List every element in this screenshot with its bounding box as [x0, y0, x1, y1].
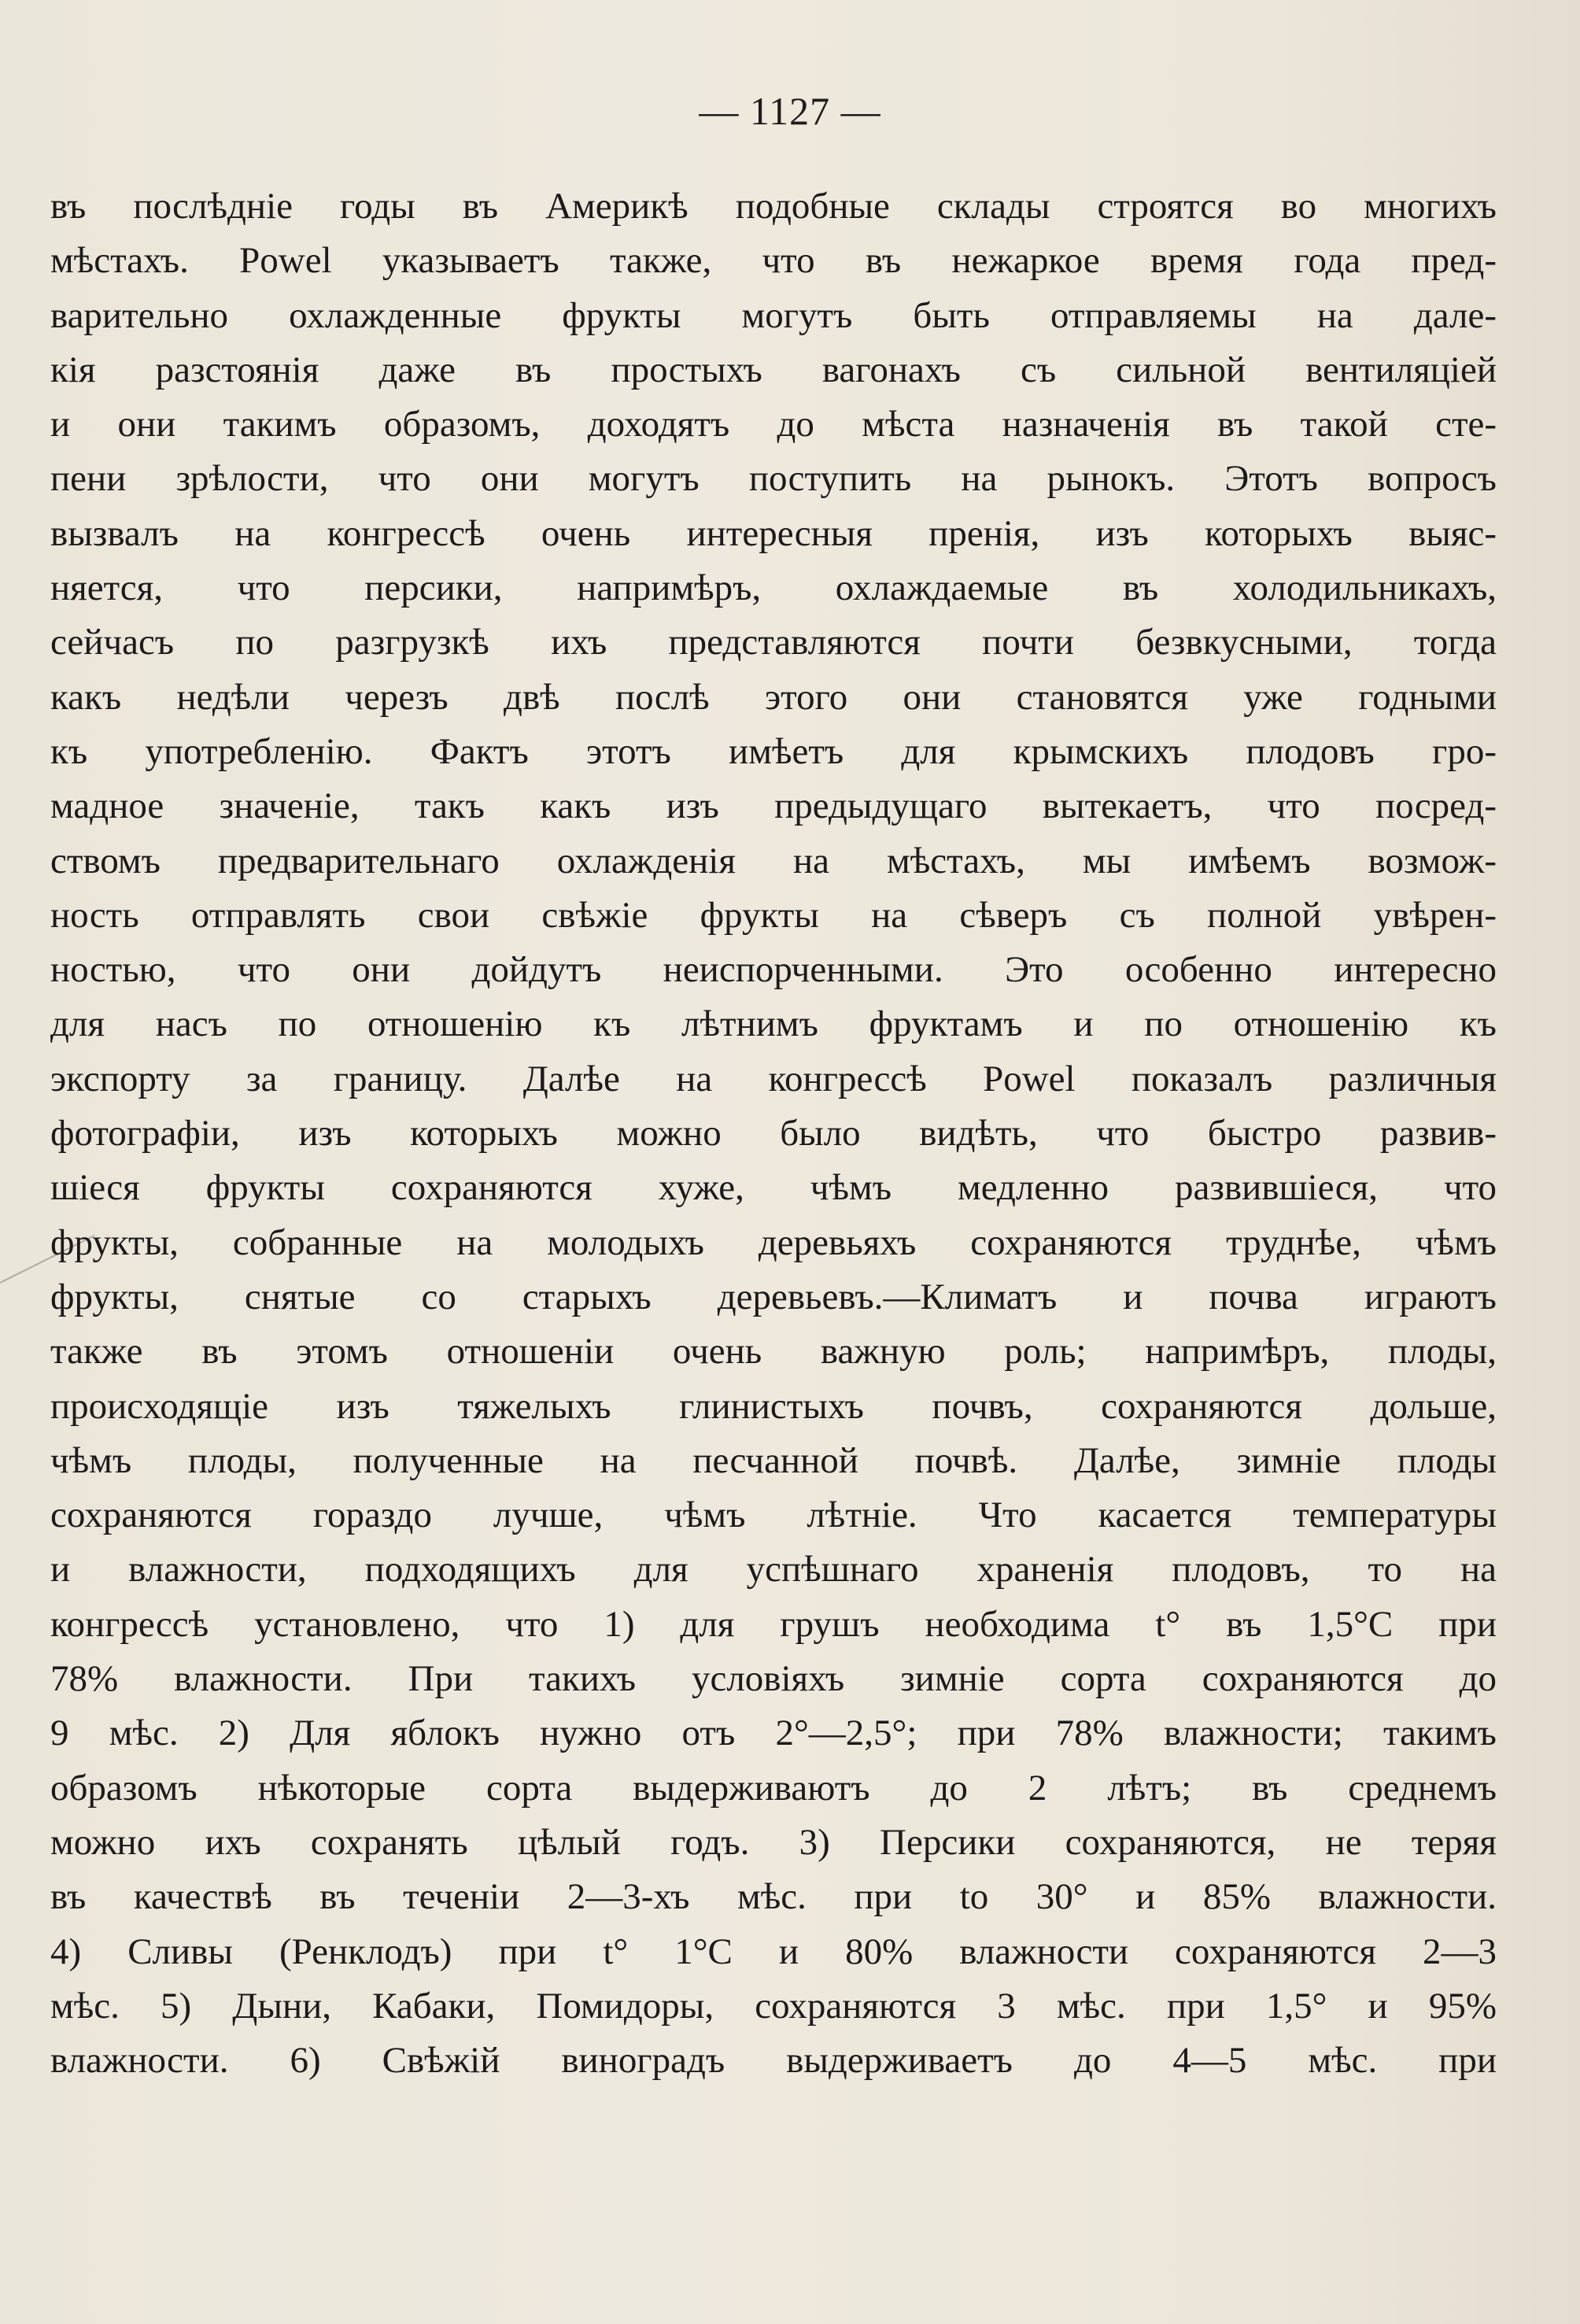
page-number: — 1127 — [699, 89, 881, 133]
text-line: въ качествѣ въ теченіи 2—3-хъ мѣс. при to 30° и 85% влажности. [50, 1876, 1497, 1918]
text-line: происходящіе изъ тяжелыхъ глинистыхъ почвъ, сохраняются дольше, [50, 1385, 1497, 1427]
text-line: конгрессѣ установлено, что 1) для грушъ необходима t° въ 1,5°C при [50, 1603, 1497, 1645]
text-line: въ послѣдніе годы въ Америкѣ подобные склады строятся во многихъ [50, 186, 1497, 227]
text-line: можно ихъ сохранять цѣлый годъ. 3) Персики сохраняются, не теряя [50, 1821, 1497, 1863]
text-line: мѣстахъ. Powel указываетъ также, что въ нежаркое время года пред- [50, 240, 1497, 282]
text-line: и они такимъ образомъ, доходятъ до мѣста назначенія въ такой сте- [50, 404, 1497, 445]
text-line: образомъ нѣкоторые сорта выдерживаютъ до 2 лѣтъ; въ среднемъ [50, 1767, 1497, 1809]
text-line: 78% влажности. При такихъ условіяхъ зимніе сорта сохраняются до [50, 1658, 1497, 1700]
text-line: къ употребленію. Фактъ этотъ имѣетъ для крымскихъ плодовъ гро- [50, 730, 1497, 772]
text-line: какъ недѣли черезъ двѣ послѣ этого они становятся уже годными [50, 676, 1497, 718]
text-line: экспорту за границу. Далѣе на конгрессѣ Powel показалъ различныя [50, 1058, 1497, 1099]
text-line: фрукты, собранные на молодыхъ деревьяхъ сохраняются труднѣе, чѣмъ [50, 1221, 1497, 1263]
text-line: чѣмъ плоды, полученные на песчанной почвѣ. Далѣе, зимніе плоды [50, 1439, 1497, 1481]
text-line: для насъ по отношенію къ лѣтнимъ фруктамъ и по отношенію къ [50, 1003, 1497, 1045]
text-line: 9 мѣс. 2) Для яблокъ нужно отъ 2°—2,5°; при 78% влажности; такимъ [50, 1713, 1497, 1754]
text-line: фотографіи, изъ которыхъ можно было видѣть, что быстро развив- [50, 1113, 1497, 1155]
text-line: кія разстоянія даже въ простыхъ вагонахъ съ сильной вентиляціей [50, 349, 1497, 390]
text-line: сейчасъ по разгрузкѣ ихъ представляются почти безвкусными, тогда [50, 622, 1497, 663]
text-line: шіеся фрукты сохраняются хуже, чѣмъ медленно развившіеся, что [50, 1167, 1497, 1209]
text-line: сохраняются гораздо лучше, чѣмъ лѣтніе. Что касается температуры [50, 1495, 1497, 1536]
text-line: вызвалъ на конгрессѣ очень интересныя пренія, изъ которыхъ выяс- [50, 512, 1497, 554]
text-line: варительно охлажденные фрукты могутъ быть отправляемы на дале- [50, 294, 1497, 336]
text-line: ностью, что они дойдутъ неиспорченными. Это особенно интересно [50, 949, 1497, 991]
text-line: ность отправлять свои свѣжіе фрукты на сѣверъ съ полной увѣрен- [50, 894, 1497, 936]
text-line: няется, что персики, напримѣръ, охлаждаемые въ холодильникахъ, [50, 567, 1497, 609]
text-line: влажности. 6) Свѣжій виноградъ выдерживаетъ до 4—5 мѣс. при [50, 2040, 1497, 2082]
text-line: мадное значеніе, такъ какъ изъ предыдущаго вытекаетъ, что посред- [50, 785, 1497, 827]
text-line: ствомъ предварительнаго охлажденія на мѣстахъ, мы имѣемъ возмож- [50, 840, 1497, 881]
text-line: также въ этомъ отношеніи очень важную роль; напримѣръ, плоды, [50, 1331, 1497, 1373]
text-line: мѣс. 5) Дыни, Кабаки, Помидоры, сохраняются 3 мѣс. при 1,5° и 95% [50, 1985, 1497, 2027]
body-text [50, 179, 1497, 2088]
text-line: фрукты, снятые со старыхъ деревьевъ.—Климатъ и почва играютъ [50, 1276, 1497, 1317]
text-line: пени зрѣлости, что они могутъ поступить на рынокъ. Этотъ вопросъ [50, 458, 1497, 500]
text-line: и влажности, подходящихъ для успѣшнаго храненія плодовъ, то на [50, 1549, 1497, 1591]
text-line: 4) Сливы (Ренклодъ) при t° 1°C и 80% влажности сохраняются 2—3 [50, 1931, 1497, 1972]
